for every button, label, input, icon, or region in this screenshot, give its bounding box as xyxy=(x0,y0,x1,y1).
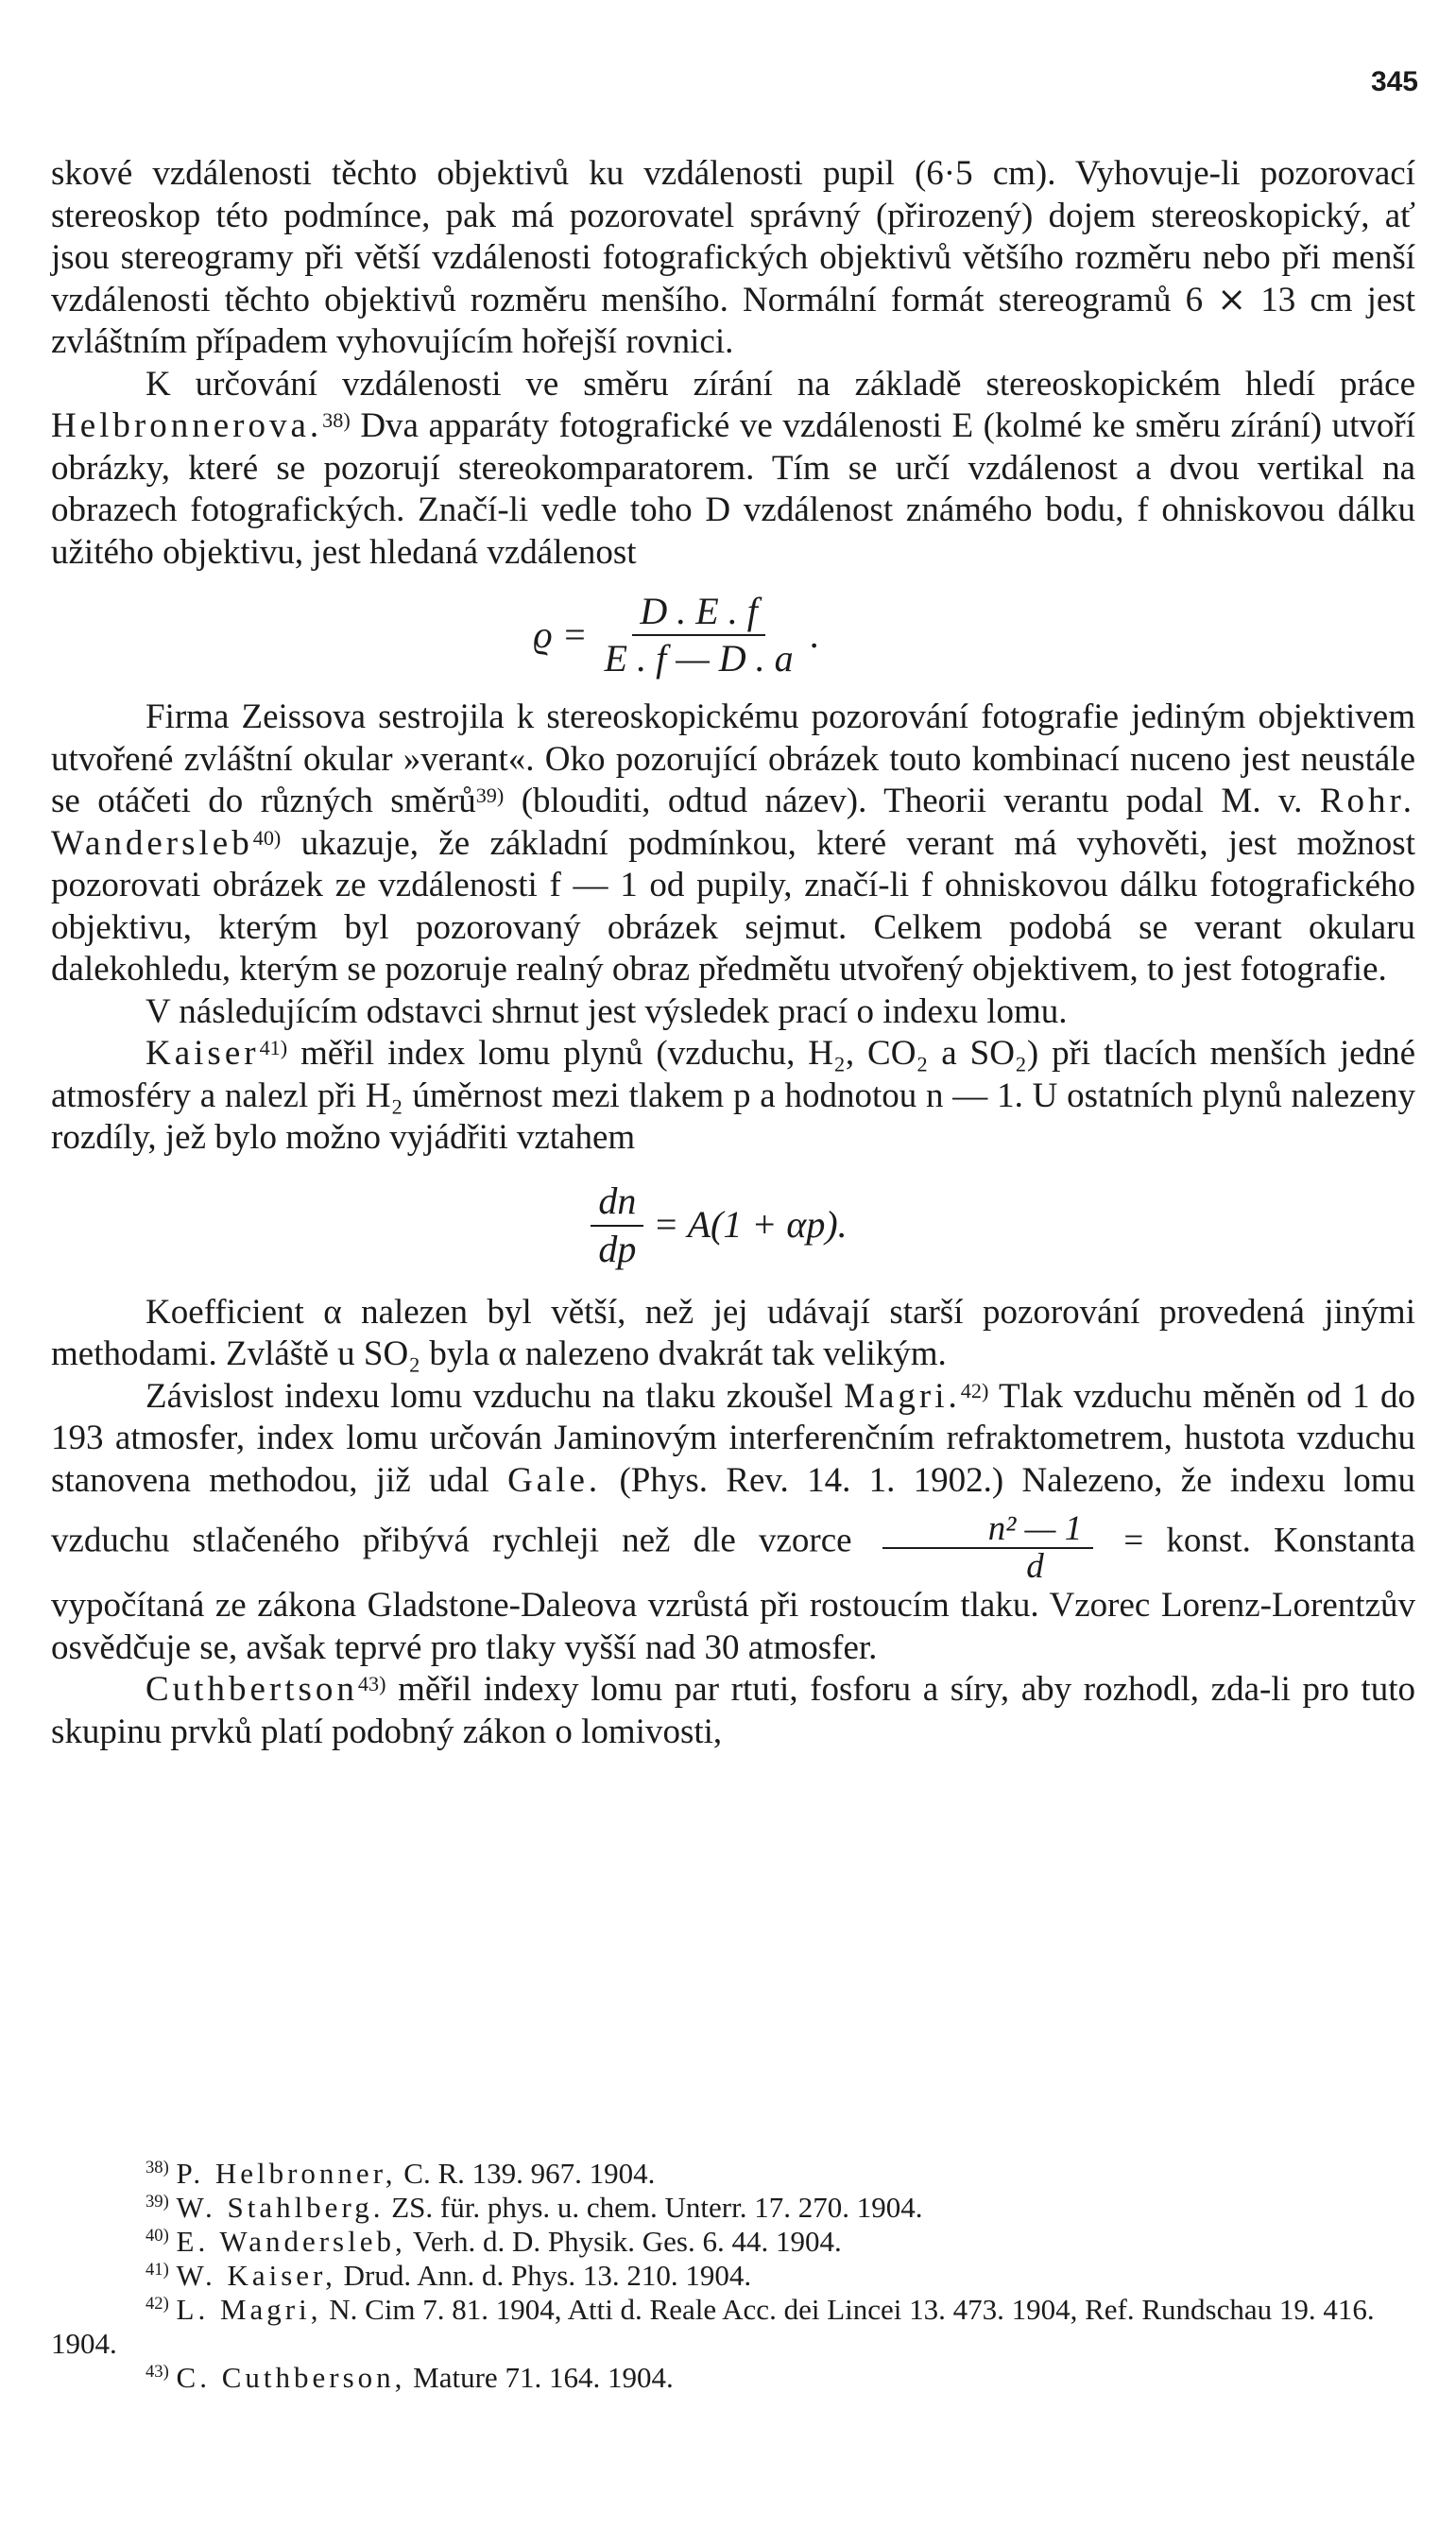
footnote-ref: 38) xyxy=(322,408,351,432)
footnote-ref: 41) xyxy=(259,1036,288,1059)
footnote-ref: 42) xyxy=(960,1378,989,1403)
formula-end: . xyxy=(810,612,820,656)
formula-refraction xyxy=(13,1160,1415,1292)
paragraph-5: Kaiser$^{41)}$ měřil index lomu plynů (vzduchu, H₂, CO₂ a SO₂) při tlacích menších jedné atmosféry a nalezl při H₂ úměrnost mezi tlakem p a hodnotou n — 1. U ostatních plynů nalezeny rozdíly, jež bylo možno vyjádřiti vztahem xyxy=(51,1034,1415,1157)
paragraph-8: Cuthbertson$^{43)}$ měřil indexy lomu par rtuti, fosforu a síry, aby rozhodl, zda-li pro tuto skupinu prvků platí podobný zákon o lomivosti, xyxy=(51,1670,1415,1751)
formula-numerator: D . E . f xyxy=(632,591,764,637)
footnote: $^{42)}$ L. Magri, N. Cim 7. 81. 1904, Atti d. Reale Acc. dei Lincei 13. 473. 1904, Ref. Rundschau 19. 416. 1904. xyxy=(51,2293,1375,2360)
footnote-ref: 43) xyxy=(357,1672,386,1695)
footnote: $^{40)}$ E. Wandersleb, Verh. d. D. Physik. Ges. 6. 44. 1904. xyxy=(146,2225,842,2258)
footnote-ref: 39) xyxy=(475,783,505,807)
author-name: Rohr. xyxy=(1319,782,1415,820)
footnotes xyxy=(51,2157,1415,2395)
paragraph-7: Závislost indexu lomu vzduchu na tlaku zkoušel Magri.$^{42)}$ Tlak vzduchu měněn od 1 do 193 atmosfer, index lomu určován Jaminovým interferenčním refraktometrem, hustota vzduchu stanovena methodou, již udal Gale. (Phys. Rev. 14. 1. 1902.) Nalezeno, že indexu lomu vzduchu stlačeného přibývá rychleji než dle vzorce $\frac{\text{n² — 1}}{d}$ = konst. Konstanta vypočítaná ze zákona Gladstone-Daleova vzrůstá při rostoucím tlaku. Vzorec Lorenz-Lorentzův osvědčuje se, avšak teprvé pro tlaky vyšší nad 30 atmosfer. xyxy=(51,1376,1415,1667)
footnote-ref: 40) xyxy=(252,825,282,850)
formula-fraction xyxy=(597,591,801,680)
paragraph-3: Firma Zeissova sestrojila k stereoskopickému pozorování fotografie jediným objektivem utvořené zvláštní okular »verant«. Oko pozorující obrázek touto kombinací nuceno jest neustále se otáčeti do různých směrů$^{39)}$ (blouditi, odtud název). Theorii verantu podal M. v. Rohr. Wandersleb$^{40)}$ ukazuje, že základní podmínkou, které verant má vyhověti, jest možnost pozorovati obrázek ze vzdálenosti f — 1 od pupily, značí-li f ohniskovou dálku fotografického objektivu, kterým byl pozorovaný obrázek sejmut. Celkem podobá se verant okularu dalekohledu, kterým se pozoruje realný obraz předmětu utvořený objektivem, to jest fotografie. xyxy=(51,697,1415,989)
body-text xyxy=(51,153,1415,1753)
paragraph-1: skové vzdálenosti těchto objektivů ku vzdálenosti pupil (6·5 cm). Vyhovuje-li pozorovací stereoskop této podmínce, pak má pozorovatel správný (přirozený) dojem stereoskopický, ať jsou stereogramy při větší vzdálenosti fotografických objektivů většího rozměru nebo při menší vzdálenosti těchto objektivů rozměru menšího. Normální formát stereogramů 6 ⨯ 13 cm jest zvláštním případem vyhovujícím hořejší rovnici. xyxy=(51,154,1415,361)
paragraph-4: V následujícím odstavci shrnut jest výsledek prací o indexu lomu. xyxy=(146,991,1068,1031)
footnote: $^{39)}$ W. Stahlberg. ZS. für. phys. u. chem. Unterr. 17. 270. 1904. xyxy=(146,2191,923,2224)
author-name: Cuthbertson xyxy=(146,1670,358,1709)
formula-denominator: E . f — D . a xyxy=(604,637,794,680)
footnote: $^{43)}$ C. Cuthberson, Mature 71. 164. 1904. xyxy=(146,2361,674,2394)
author-name: Gale. xyxy=(507,1460,602,1500)
formula-lhs: ϱ = xyxy=(533,612,588,656)
paragraph-6: Koefficient α nalezen byl větší, než jej udávají starší pozorování provedená jinými methodami. Zvláště u SO₂ byla α nalezeno dvakrát tak velikým. xyxy=(51,1292,1415,1373)
inline-fraction: $\frac{\text{n² — 1}}{d}$ xyxy=(882,1511,1094,1585)
formula-distance xyxy=(0,574,1415,697)
page-number: 345 xyxy=(1370,66,1418,97)
author-name: Kaiser xyxy=(146,1034,260,1073)
formula-denominator: dp xyxy=(598,1227,637,1270)
author-name: Helbronnerova. xyxy=(51,406,323,445)
formula-numerator: dn xyxy=(591,1180,643,1227)
paragraph-2: K určování vzdálenosti ve směru zírání na základě stereoskopickém hledí práce Helbronnerova.$^{38)}$ Dva apparáty fotografické ve vzdálenosti E (kolmé ke směru zírání) utvoří obrázky, které se pozorují stereokomparatorem. Tím se určí vzdálenost a dvou vertikal na obrazech fotografických. Značí-li vedle toho D vzdálenost známého bodu, f ohniskovou dálku užitého objektivu, jest hledaná vzdálenost xyxy=(51,364,1415,572)
formula-rhs: = A(1 + αp). xyxy=(653,1203,848,1247)
footnote: $^{38)}$ P. Helbronner, C. R. 139. 967. 1904. xyxy=(146,2157,656,2190)
footnote: $^{41)}$ W. Kaiser, Drud. Ann. d. Phys. 13. 210. 1904. xyxy=(146,2259,752,2292)
formula-derivative xyxy=(591,1180,643,1270)
author-name: Wandersleb xyxy=(51,823,253,863)
author-name: Magri. xyxy=(844,1376,961,1416)
